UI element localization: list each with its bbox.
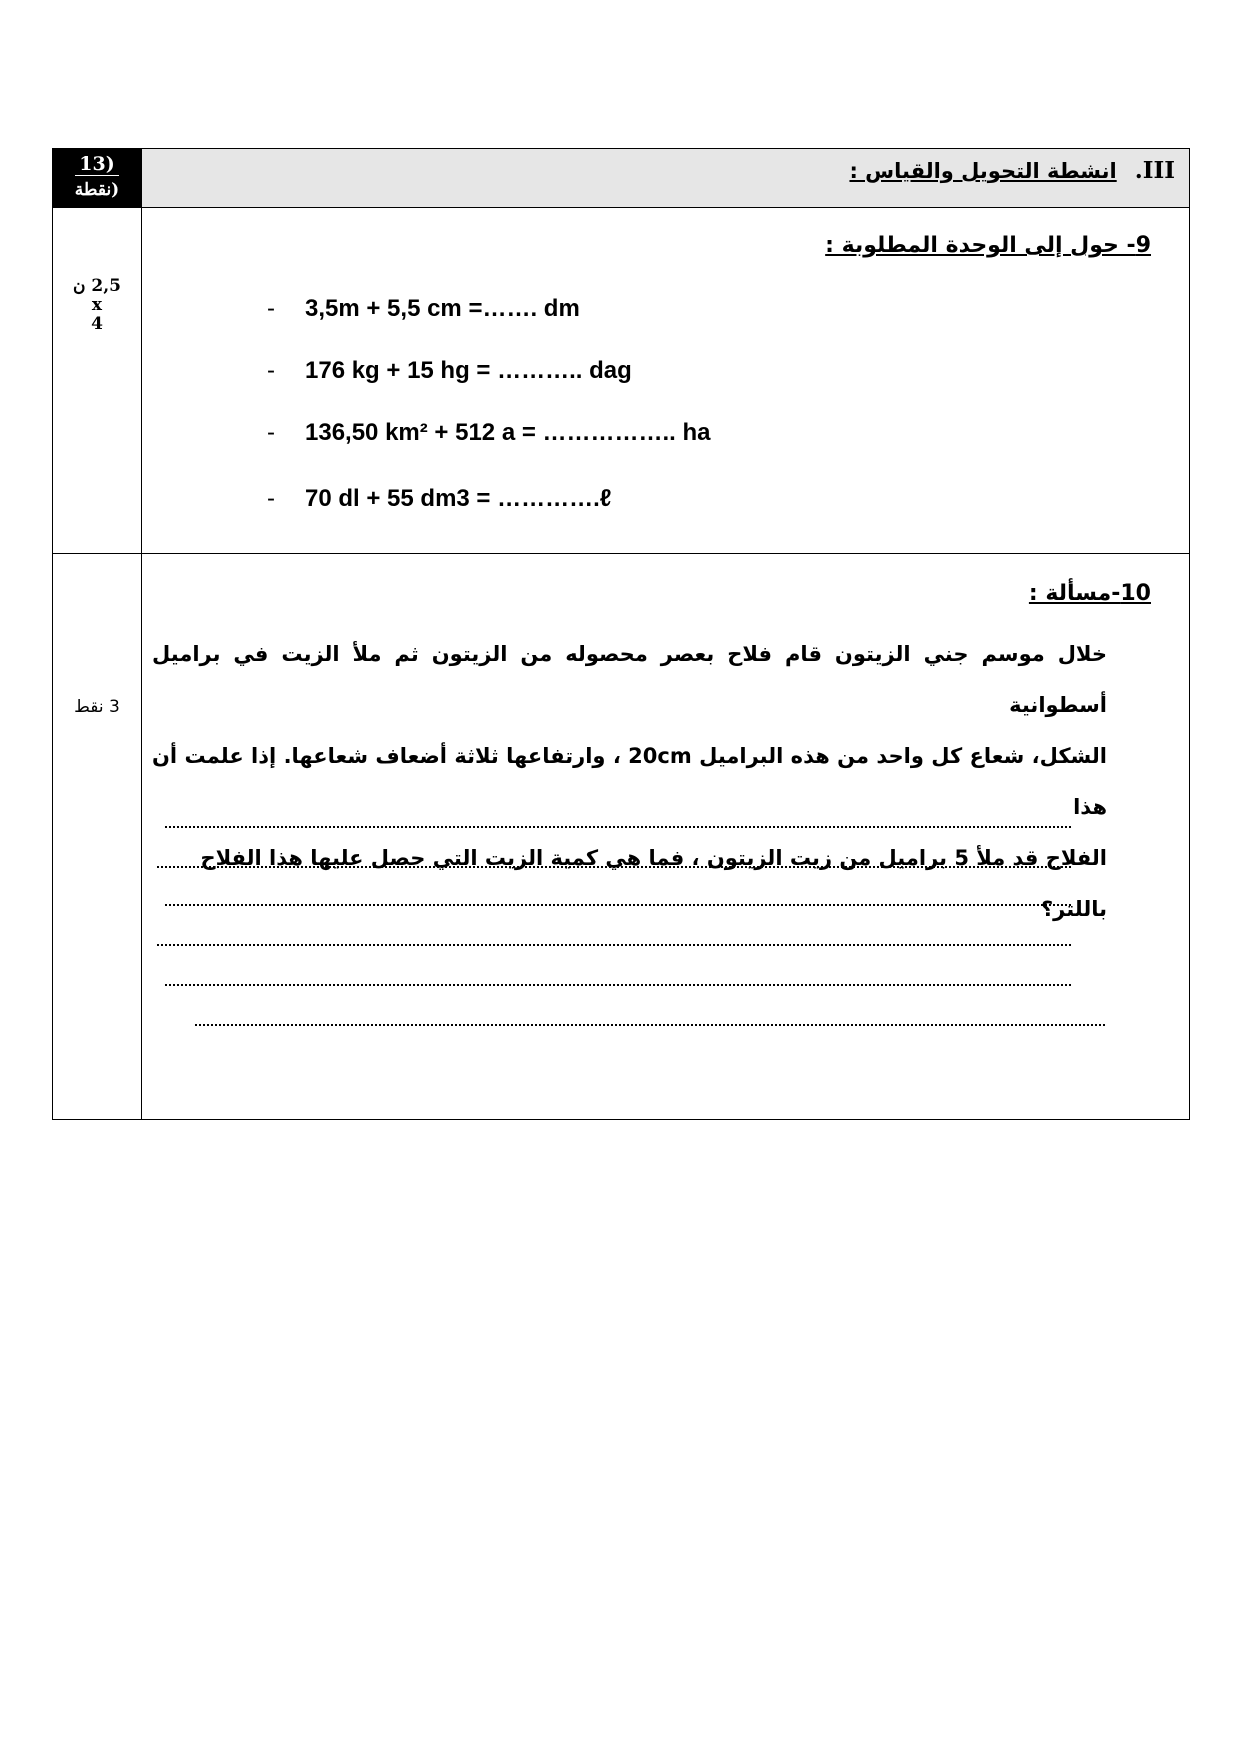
list-dash: - <box>267 485 275 512</box>
section-title-text: انشطة التحويل والقياس : <box>849 159 1117 183</box>
question10-score: 3 نقط <box>74 697 120 717</box>
list-dash: - <box>267 419 275 446</box>
list-dash: - <box>267 357 275 384</box>
question9-score-line: 2,5 ن <box>73 276 121 296</box>
answer-line[interactable] <box>195 1024 1105 1026</box>
problem-line: الشكل، شعاع كل واحد من هذه البراميل 20cm ، وارتفاعها ثلاثة أضعاف شعاعها. إذا علمت أن هذا <box>152 744 1108 819</box>
list-dash: - <box>267 295 275 322</box>
exercise-item <box>267 295 580 323</box>
row-divider <box>53 207 1189 208</box>
answer-line[interactable] <box>165 984 1071 986</box>
exam-table <box>52 148 1190 1120</box>
problem-line: خلال موسم جني الزيتون قام فلاح بعصر محصوله من الزيتون ثم ملأ الزيت في براميل أسطوانية <box>152 642 1107 717</box>
section-points-label: نقطة) <box>74 180 120 200</box>
exercise-text: 70 dl + 55 dm3 = ………….ℓ <box>305 485 612 512</box>
exercise-text: 176 kg + 15 hg = ……….. dag <box>305 357 632 384</box>
section-number: III. <box>1134 157 1175 184</box>
row-divider <box>53 553 1189 554</box>
exercise-item <box>267 485 612 513</box>
exercise-text: 3,5m + 5,5 cm =……. dm <box>305 295 580 322</box>
problem-line: الفلاح قد ملأ 5 براميل من زيت الزيتون ، فما هي كمية الزيت التي حصل عليها هذا الفلاح باللتر؟ <box>200 846 1107 921</box>
question9-score-line: 4 <box>91 314 103 334</box>
question9-score-line: x <box>91 295 103 315</box>
problem-statement <box>152 629 1107 935</box>
question9-score <box>53 277 141 334</box>
answer-line[interactable] <box>157 866 1071 868</box>
answer-line[interactable] <box>165 904 1071 906</box>
exercise-text: 136,50 km² + 512 a = …………….. ha <box>305 419 711 446</box>
question9-heading: 9- حول إلى الوحدة المطلوبة : <box>825 233 1151 258</box>
section-points-value: 13) <box>75 153 118 176</box>
column-divider <box>141 149 142 1119</box>
section-title <box>849 157 1175 184</box>
section-points-box <box>53 149 141 207</box>
question10-heading: 10-مسألة : <box>1028 581 1151 606</box>
answer-line[interactable] <box>157 944 1071 946</box>
exercise-item <box>267 357 632 385</box>
answer-line[interactable] <box>165 826 1071 828</box>
exercise-item <box>267 419 711 447</box>
